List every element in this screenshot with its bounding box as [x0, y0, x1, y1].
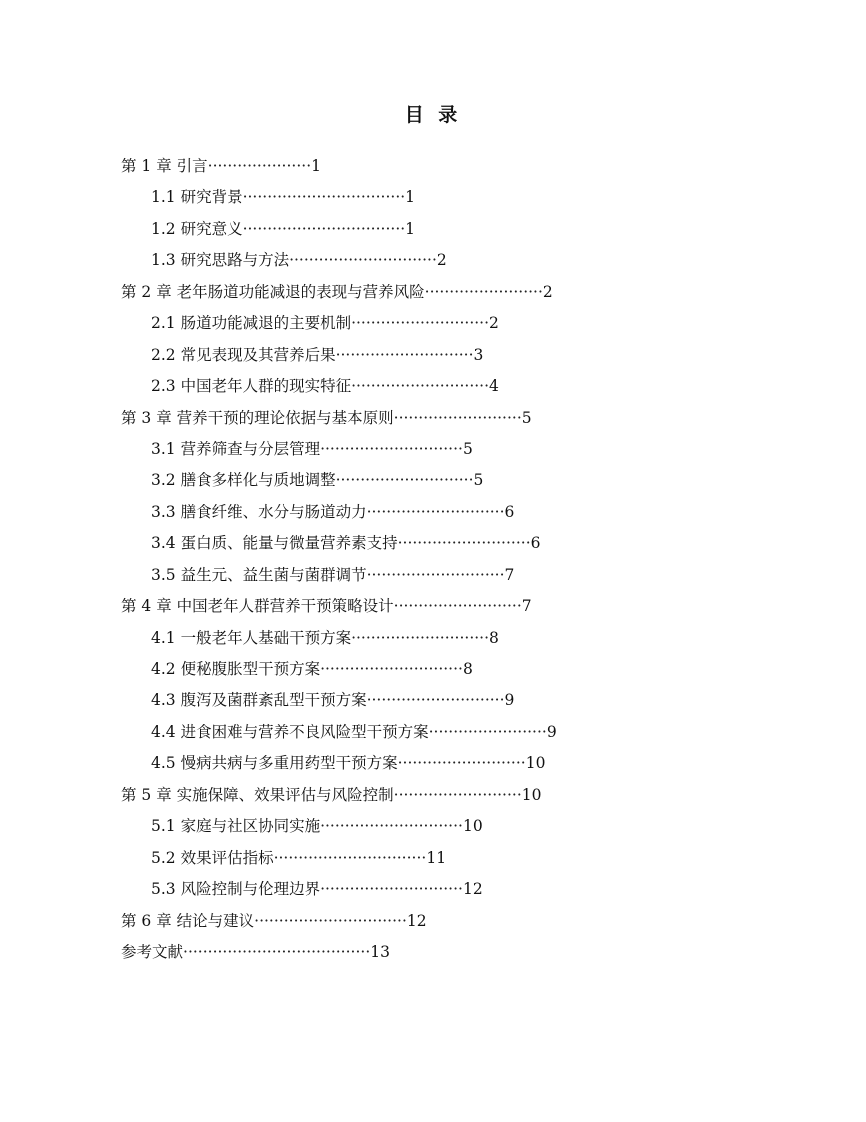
- toc-entry-label: 1.2 研究意义: [151, 219, 243, 238]
- toc-page-number: 9: [504, 691, 515, 710]
- toc-leader-dots: ····························: [335, 345, 474, 364]
- toc-section-entry[interactable]: [121, 625, 621, 656]
- toc-entry-label: 5.1 家庭与社区协同实施: [151, 817, 321, 836]
- toc-section-entry[interactable]: [121, 373, 621, 404]
- toc-page-number: 2: [542, 282, 553, 301]
- toc-entry-label: 3.3 膳食纤维、水分与肠道动力: [151, 502, 367, 521]
- toc-leader-dots: ·······························: [273, 848, 427, 867]
- toc-page-number: 5: [521, 408, 532, 427]
- toc-page-number: 1: [405, 219, 416, 238]
- toc-leader-dots: ····························: [351, 314, 490, 333]
- toc-leader-dots: ······································: [183, 942, 371, 961]
- toc-chapter-entry[interactable]: [121, 405, 621, 436]
- toc-section-entry[interactable]: [121, 499, 621, 530]
- toc-chapter-entry[interactable]: [121, 939, 621, 970]
- toc-leader-dots: ··························: [393, 597, 522, 616]
- toc-section-entry[interactable]: [121, 216, 621, 247]
- toc-leader-dots: ·····························: [320, 880, 463, 899]
- toc-leader-dots: ·································: [242, 188, 406, 207]
- toc-entry-label: 第 2 章 老年肠道功能减退的表现与营养风险: [121, 282, 425, 301]
- toc-chapter-entry[interactable]: [121, 593, 621, 624]
- toc-chapter-entry[interactable]: [121, 279, 621, 310]
- toc-chapter-entry[interactable]: [121, 908, 621, 939]
- toc-entry-label: 3.1 营养筛查与分层管理: [151, 439, 321, 458]
- toc-leader-dots: ··························: [397, 754, 526, 773]
- toc-page-number: 4: [489, 377, 499, 396]
- toc-section-entry[interactable]: [121, 813, 621, 844]
- toc-leader-dots: ························: [424, 282, 543, 301]
- toc-entry-label: 2.3 中国老年人群的现实特征: [151, 377, 352, 396]
- toc-entry-label: 4.2 便秘腹胀型干预方案: [151, 660, 321, 678]
- toc-entry-label: 1.3 研究思路与方法: [151, 251, 290, 270]
- toc-section-entry[interactable]: [121, 719, 621, 750]
- toc-page-number: 7: [521, 597, 532, 616]
- toc-section-entry[interactable]: [121, 436, 621, 467]
- toc-title: 目 录: [404, 104, 462, 126]
- toc-page-number: 5: [462, 439, 473, 458]
- toc-section-entry[interactable]: [121, 184, 621, 215]
- toc-entry-label: 参考文献: [121, 942, 184, 961]
- toc-leader-dots: ·································: [242, 219, 406, 238]
- toc-page-number: 2: [436, 251, 447, 270]
- toc-leader-dots: ····························: [366, 691, 505, 710]
- toc-entry-label: 4.3 腹泻及菌群紊乱型干预方案: [151, 691, 367, 710]
- toc-leader-dots: ························: [428, 722, 547, 741]
- toc-page-number: 6: [530, 534, 541, 553]
- toc-page-number: 9: [546, 722, 557, 741]
- toc-leader-dots: ····························: [351, 628, 490, 647]
- toc-leader-dots: ·····················: [207, 157, 312, 175]
- toc-list: [121, 153, 621, 970]
- toc-entry-label: 3.4 蛋白质、能量与微量营养素支持: [151, 534, 398, 553]
- toc-leader-dots: ·····························: [320, 660, 463, 678]
- toc-section-entry[interactable]: [121, 342, 621, 373]
- toc-leader-dots: ····························: [366, 502, 505, 521]
- toc-entry-label: 第 5 章 实施保障、效果评估与风险控制: [121, 785, 394, 804]
- toc-section-entry[interactable]: [121, 656, 621, 687]
- toc-leader-dots: ··························: [393, 408, 522, 427]
- toc-page-number: 11: [426, 848, 447, 867]
- toc-entry-label: 第 4 章 中国老年人群营养干预策略设计: [121, 597, 394, 616]
- toc-entry-label: 5.2 效果评估指标: [151, 848, 274, 867]
- toc-chapter-entry[interactable]: [121, 153, 621, 184]
- toc-leader-dots: ·······························: [254, 911, 407, 930]
- toc-section-entry[interactable]: [121, 247, 621, 278]
- toc-entry-label: 第 6 章 结论与建议: [121, 911, 255, 930]
- toc-page-number: 12: [406, 911, 427, 930]
- toc-leader-dots: ····························: [351, 377, 490, 396]
- toc-page-number: 10: [525, 754, 546, 773]
- toc-entry-label: 1.1 研究背景: [151, 188, 243, 207]
- toc-leader-dots: ····························: [335, 471, 474, 490]
- toc-leader-dots: ·····························: [320, 439, 463, 458]
- toc-section-entry[interactable]: [121, 687, 621, 718]
- toc-leader-dots: ·····························: [320, 817, 463, 836]
- toc-leader-dots: ······························: [289, 251, 437, 270]
- toc-entry-label: 第 3 章 营养干预的理论依据与基本原则: [121, 408, 394, 427]
- toc-page-number: 5: [473, 471, 484, 490]
- toc-page-number: 12: [462, 880, 483, 899]
- toc-entry-label: 5.3 风险控制与伦理边界: [151, 880, 321, 899]
- toc-section-entry[interactable]: [121, 750, 621, 781]
- toc-entry-label: 2.2 常见表现及其营养后果: [151, 345, 336, 364]
- toc-leader-dots: ····························: [366, 565, 505, 584]
- toc-page-number: 6: [504, 502, 515, 521]
- toc-entry-label: 4.5 慢病共病与多重用药型干预方案: [151, 754, 398, 773]
- toc-page-number: 8: [462, 660, 473, 678]
- toc-section-entry[interactable]: [121, 530, 621, 561]
- toc-page-number: 10: [521, 785, 542, 804]
- toc-page-number: 2: [489, 314, 499, 333]
- toc-page-number: 1: [311, 157, 321, 175]
- toc-entry-label: 2.1 肠道功能减退的主要机制: [151, 314, 352, 333]
- toc-section-entry[interactable]: [121, 310, 621, 341]
- toc-page-number: 1: [405, 188, 416, 207]
- toc-entry-label: 4.4 进食困难与营养不良风险型干预方案: [151, 722, 429, 741]
- toc-leader-dots: ···························: [397, 534, 531, 553]
- toc-entry-label: 第 1 章 引言: [121, 157, 208, 175]
- toc-entry-label: 3.5 益生元、益生菌与菌群调节: [151, 565, 367, 584]
- toc-section-entry[interactable]: [121, 562, 621, 593]
- toc-page-number: 7: [504, 565, 515, 584]
- toc-page-number: 10: [462, 817, 483, 836]
- toc-chapter-entry[interactable]: [121, 782, 621, 813]
- toc-section-entry[interactable]: [121, 876, 621, 907]
- toc-entry-label: 4.1 一般老年人基础干预方案: [151, 628, 352, 647]
- toc-section-entry[interactable]: [121, 467, 621, 498]
- toc-entry-label: 3.2 膳食多样化与质地调整: [151, 471, 336, 490]
- toc-leader-dots: ··························: [393, 785, 522, 804]
- toc-page-number: 8: [489, 628, 499, 647]
- toc-page-number: 3: [473, 345, 484, 364]
- toc-page-number: 13: [370, 942, 390, 961]
- toc-section-entry[interactable]: [121, 845, 621, 876]
